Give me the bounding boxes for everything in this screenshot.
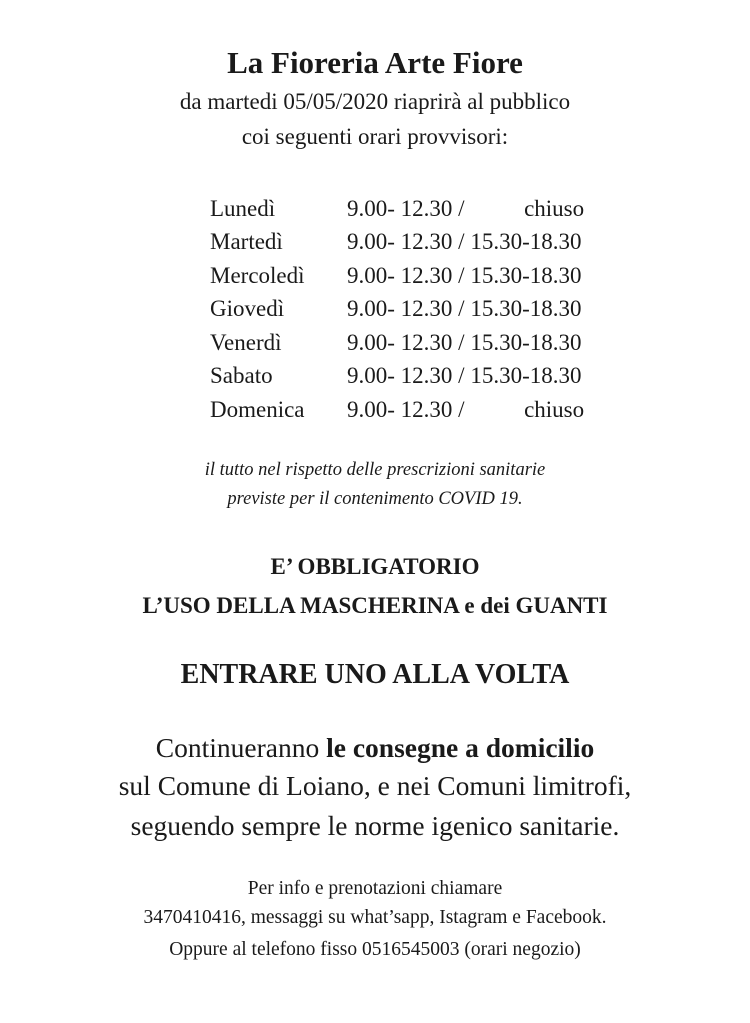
day-name: Giovedì: [210, 296, 285, 322]
hours-row-venerdi: [210, 326, 584, 360]
covid-note-line2: previste per il contenimento COVID 19.: [227, 489, 523, 509]
afternoon-hours: 15.30-18.30: [470, 329, 582, 355]
day-name: Venerdì: [210, 329, 282, 355]
hours-row-domenica: [210, 393, 584, 427]
morning-hours: 9.00- 12.30 /: [347, 262, 465, 288]
opening-hours-table: [210, 192, 584, 427]
morning-hours: 9.00- 12.30 /: [347, 195, 465, 221]
mask-gloves-requirement: L’USO DELLA MASCHERINA e dei GUANTI: [142, 593, 608, 618]
shop-title: La Fioreria Arte Fiore: [227, 45, 523, 80]
day-name: Sabato: [210, 363, 273, 389]
hours-row-martedi: [210, 226, 584, 260]
covid-note-line1: il tutto nel rispetto delle prescrizioni sanitarie: [204, 460, 546, 480]
morning-hours: 9.00- 12.30 /: [347, 329, 465, 355]
afternoon-hours: chiuso: [524, 396, 585, 422]
contact-line3: Oppure al telefono fisso 0516545003 (orari negozio): [169, 939, 581, 960]
day-name: Martedì: [210, 229, 283, 255]
afternoon-hours: 15.30-18.30: [470, 229, 582, 255]
one-at-a-time-rule: ENTRARE UNO ALLA VOLTA: [180, 659, 570, 690]
delivery-line2: sul Comune di Loiano, e nei Comuni limitrofi,: [118, 770, 632, 801]
reopening-date-line: da martedi 05/05/2020 riaprirà al pubblico: [179, 89, 571, 114]
day-name: Mercoledì: [210, 262, 305, 288]
hours-row-lunedi: [210, 192, 584, 226]
contact-line2: 3470410416, messaggi su what’sapp, Istagram e Facebook.: [143, 907, 607, 928]
afternoon-hours: 15.30-18.30: [470, 262, 582, 288]
afternoon-hours: 15.30-18.30: [470, 363, 582, 389]
morning-hours: 9.00- 12.30 /: [347, 396, 465, 422]
afternoon-hours: 15.30-18.30: [470, 296, 582, 322]
day-name: Lunedì: [210, 195, 276, 221]
delivery-prefix: Continueranno: [155, 732, 327, 763]
contact-line1: Per info e prenotazioni chiamare: [247, 878, 503, 899]
afternoon-hours: chiuso: [524, 195, 585, 221]
hours-row-giovedi: [210, 293, 584, 327]
provisional-hours-intro: coi seguenti orari provvisori:: [241, 124, 509, 149]
home-delivery-highlight: le consegne a domicilio: [326, 732, 595, 763]
hours-row-mercoledi: [210, 259, 584, 293]
mandatory-heading: E’ OBBLIGATORIO: [270, 554, 480, 579]
delivery-line3: seguendo sempre le norme igenico sanitarie.: [130, 810, 620, 841]
day-name: Domenica: [210, 396, 305, 422]
hours-row-sabato: [210, 360, 584, 394]
delivery-line1: [0, 730, 750, 766]
morning-hours: 9.00- 12.30 /: [347, 296, 465, 322]
morning-hours: 9.00- 12.30 /: [347, 363, 465, 389]
morning-hours: 9.00- 12.30 /: [347, 229, 465, 255]
